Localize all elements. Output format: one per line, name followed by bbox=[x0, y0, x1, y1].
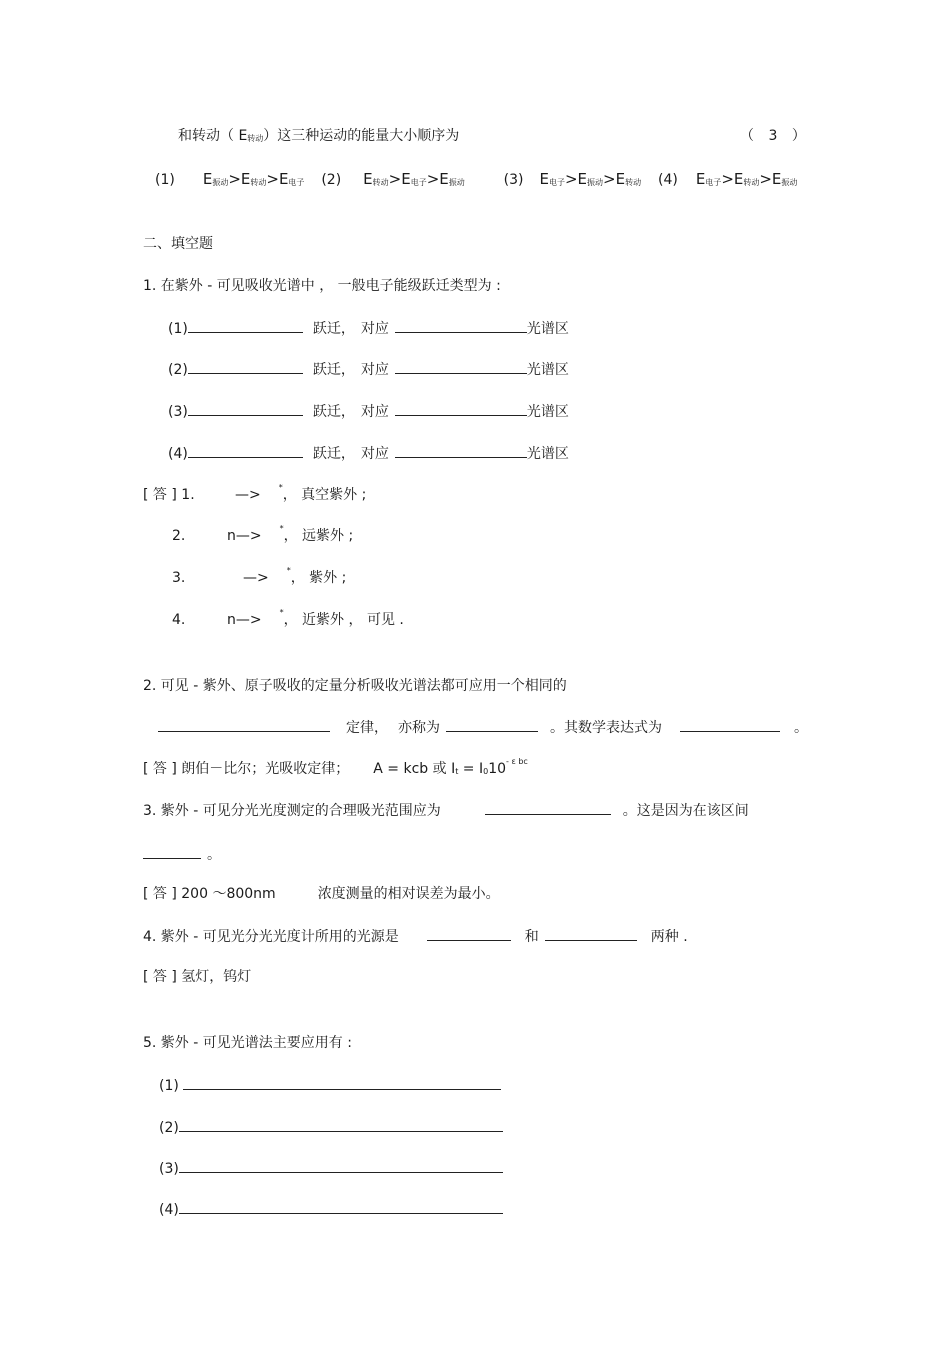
q5-item-4: (4) bbox=[159, 1199, 503, 1219]
option-4: (4) E电子>E转动>E振动 bbox=[657, 170, 798, 188]
q2-answer: [ 答 ] 朗伯－比尔；光吸收定律； A = kcb 或 $It = I010^{- \varepsilon bc}$ bbox=[143, 757, 528, 777]
q1-answer-2-body: n—> *， 远紫外 ; bbox=[227, 524, 354, 544]
q1-stem: 1. 在紫外 - 可见吸收光谱中 ， 一般电子能级跃迁类型为 : bbox=[143, 278, 501, 294]
q5-item-3: (3) bbox=[159, 1158, 503, 1178]
q1-item-2: (2) 跃迁， 对应 光谱区 bbox=[168, 359, 569, 379]
q1-answer-3-body: —> *， 紫外 ; bbox=[243, 566, 347, 586]
option-2: (2) E转动>E电子>E振动 bbox=[321, 170, 465, 188]
option-1: (1) E振动>E转动>E电子 bbox=[155, 170, 305, 188]
q1-answer-1: [ 答 ] 1. bbox=[143, 487, 195, 503]
q1-answer-4-body: n—> *， 近紫外 ， 可见 . bbox=[227, 608, 404, 628]
q1-item-1: (1) 跃迁， 对应 光谱区 bbox=[168, 318, 569, 338]
q4-stem-line: 4. 紫外 - 可见光分光光度计所用的光源是 和 两种 . bbox=[143, 926, 688, 946]
q1-answer-2: 2. bbox=[172, 528, 186, 544]
option-3: (3) E电子>E振动>E转动 bbox=[503, 170, 642, 188]
q1-answer-3: 3. bbox=[172, 570, 186, 586]
q2-stem: 2. 可见 - 紫外、原子吸收的定量分析吸收光谱法都可应用一个相同的 bbox=[143, 678, 567, 694]
q2-blanks-line: 定律， 亦称为 。其数学表达式为 。 bbox=[158, 717, 808, 737]
q5-item-2: (2) bbox=[159, 1117, 503, 1137]
prev-answer-paren: （ 3 ） bbox=[740, 128, 806, 144]
prev-question-line: 和转动（ E转动）这三种运动的能量大小顺序为 bbox=[178, 128, 460, 144]
q3-answer: [ 答 ] 200 ～800nm 浓度测量的相对误差为最小。 bbox=[143, 886, 500, 902]
q3-continuation: 。 bbox=[143, 844, 221, 864]
q1-answer-1-body: —> *， 真空紫外 ; bbox=[235, 483, 367, 503]
section-title: 二、填空题 bbox=[143, 236, 213, 252]
q4-answer: [ 答 ] 氢灯，钨灯 bbox=[143, 969, 252, 985]
q5-stem: 5. 紫外 - 可见光谱法主要应用有 : bbox=[143, 1035, 352, 1051]
prev-options-line bbox=[155, 169, 797, 189]
q1-item-3: (3) 跃迁， 对应 光谱区 bbox=[168, 401, 569, 421]
q3-stem-line: 3. 紫外 - 可见分光光度测定的合理吸光范围应为 。这是因为在该区间 bbox=[143, 800, 749, 820]
q1-item-4: (4) 跃迁， 对应 光谱区 bbox=[168, 443, 569, 463]
q5-item-1: (1) bbox=[159, 1075, 501, 1095]
q1-answer-4: 4. bbox=[172, 612, 186, 628]
